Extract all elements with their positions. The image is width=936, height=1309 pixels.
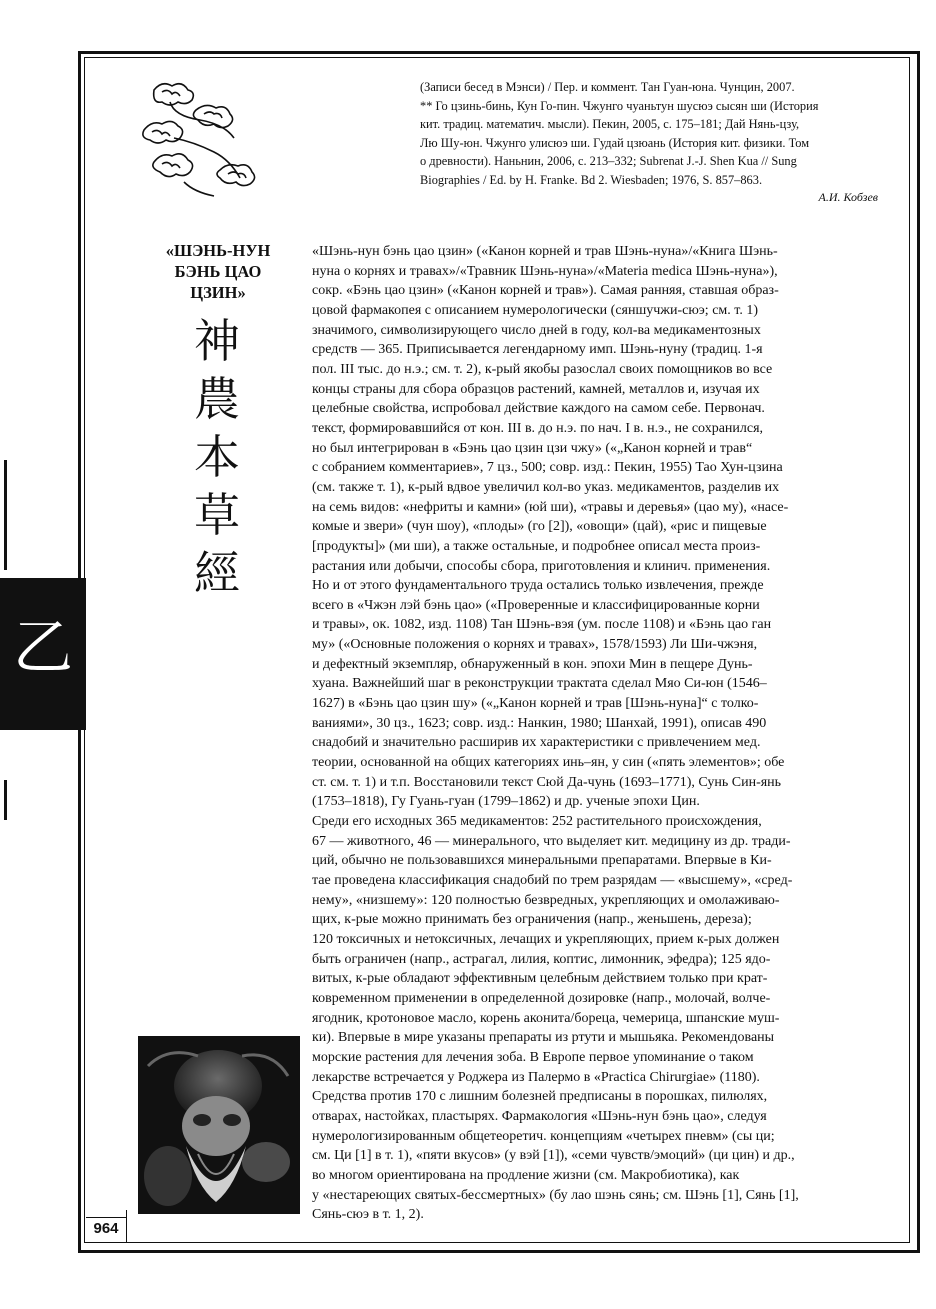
article-line: ягодник, кротоновое масло, корень аконита/бореца, чемерица, шпанские муш-: [312, 1010, 780, 1026]
article-line: отварах, настойках, пластырях. Фармакология «Шэнь-нун бэнь цао», следуя: [312, 1108, 767, 1124]
hanzi-character: 神: [194, 314, 240, 368]
article-author: А.И. Кобзев: [818, 190, 878, 204]
bibliography-line: кит. традиц. математич. мысли). Пекин, 2005, с. 175–181; Дай Нянь-цзу,: [420, 117, 800, 132]
article-line: см. Ци [1] в т. 1), «пяти вкусов» (у вэй [1]), «семи чувств/эмоций» (ци цин) и др.,: [312, 1148, 795, 1164]
article-headword: [138, 240, 298, 303]
section-tab: [0, 578, 86, 730]
article-line: 120 токсичных и нетоксичных, лечащих и укрепляющих, прием к-рых должен: [312, 931, 780, 947]
article-body: [312, 242, 878, 1225]
article-line: концы страны для сбора образцов растений, камней, металлов и, изучая их: [312, 381, 760, 397]
article-line: ций, обычно не пользовавшихся минеральными препаратами. Впервые в Ки-: [312, 853, 772, 869]
article-line: ковременном применении в определенной дозировке (напр., молочай, волче-: [312, 990, 771, 1006]
article-line: пол. III тыс. до н.э.; см. т. 2), к-рый якобы разослал своих помощников во все: [312, 361, 773, 377]
article-line: с собранием комментариев», 7 цз., 500; совр. изд.: Пекин, 1955) Тао Хун-цзина: [312, 460, 783, 476]
article-line: витых, к-рые обладают эффективным целебным действием только при крат-: [312, 971, 768, 987]
article-line: теории, основанной на общих категориях инь–ян, у син («пять элементов»; обе: [312, 755, 785, 771]
article-line: ваниями», 30 цз., 1623; совр. изд.: Нанкин, 1980; Шанхай, 1991), описав 490: [312, 715, 767, 731]
article-line: всего в «Чжэн лэй бэнь цао» («Проверенные и классифицированные корни: [312, 597, 760, 613]
article-line: во многом ориентирована на продление жизни (см. Макробиотика), как: [312, 1167, 740, 1183]
article-line: му» («Основные положения о корнях и травах», 1578/1593) Ли Ши-чжэня,: [312, 637, 758, 653]
bibliography-line: (Записи бесед в Мэнси) / Пер. и коммент. Тан Гуан-юна. Чунцин, 2007.: [420, 80, 795, 94]
bibliography-line: ** Го цзинь-бинь, Кун Го-пин. Чжунго чуаньтун шусюэ сысян ши (История: [420, 98, 819, 113]
article-line: и дефектный экземпляр, обнаруженный в кон. эпохи Мин в пещере Дунь-: [312, 656, 753, 672]
shennong-portrait: [138, 1036, 300, 1214]
article-line: хуана. Важнейший шаг в реконструкции трактата сделал Мяо Си-юн (1546–: [312, 676, 767, 692]
article-line: [продукты]» (ми ши), а также остальные, и подробнее описал места произ-: [312, 538, 761, 554]
article-line: «Шэнь-нун бэнь цао цзин» («Канон корней и трав Шэнь-нуна»/«Книга Шэнь-: [312, 244, 778, 259]
hanzi-character: 經: [194, 546, 240, 600]
article-line: Сянь-сюэ в т. 1, 2).: [312, 1207, 424, 1223]
page-number-rule: [126, 1210, 127, 1241]
article-line: средств — 365. Приписывается легендарному имп. Шэнь-нуну (традиц. 1-я: [312, 342, 763, 358]
article-line: Средства против 170 с лишним болезней предписаны в порошках, пилюлях,: [312, 1089, 768, 1105]
article-line: нуна о корнях и травах»/«Травник Шэнь-нуна»/«Materia medica Шэнь-нуна»),: [312, 263, 778, 279]
hanzi-character: 本: [194, 430, 240, 484]
hanzi-character: 農: [194, 372, 240, 426]
headword-line: БЭНЬ ЦАО: [174, 262, 262, 281]
hanzi-character: 草: [194, 488, 240, 542]
article-line: 67 — животного, 46 — минерального, что выделяет кит. медицину из др. тради-: [312, 833, 791, 849]
article-line: текст, формировавшийся от кон. III в. до н.э. по нач. I в. н.э., не сохранился,: [312, 420, 764, 436]
article-line: комые и звери» (чун шоу), «плоды» (го [2]), «овощи» (цай), «рис и пищевые: [312, 519, 767, 535]
article-line: (см. также т. 1), к-рый вдвое увеличил кол-во указ. медикаментов, разделив их: [312, 479, 780, 495]
headword-line: «ШЭНЬ-НУН: [165, 241, 271, 260]
article-line: на семь видов: «нефриты и камни» (юй ши), «травы и деревья» (цао му), «насе-: [312, 499, 789, 515]
page-edge-mark: [4, 460, 7, 570]
article-line: Но и от этого фундаментального труда остались только извлечения, прежде: [312, 578, 764, 594]
article-line: (1753–1818), Гу Гуань-гуан (1799–1862) и др. ученые эпохи Цин.: [312, 794, 700, 810]
previous-article-bibliography: [420, 78, 878, 190]
article-line: морские растения для лечения зоба. В Европе первое упоминание о таком: [312, 1049, 754, 1065]
page-number: 964: [93, 1220, 119, 1237]
article-line: щих, к-рые можно принимать без ограничения (напр., женьшень, дереза);: [312, 912, 752, 928]
cloud-ornament: [134, 72, 264, 207]
article-line: значимого, символизирующего число дней в году, кол-ва медикаментозных: [312, 322, 761, 338]
article-line: 1627) в «Бэнь цао цзин шу» («„Канон корней и трав [Шэнь-нуна]“ с толко-: [312, 696, 759, 712]
article-line: тае проведена классификация снадобий по трем разрядам — «высшему», «сред-: [312, 873, 793, 888]
article-line: растания или добычи, способы сбора, приготовления и клинич. применения.: [312, 558, 771, 574]
article-line: лекарстве встречается у Роджера из Палермо в «Practica Chirurgiae» (1180).: [312, 1069, 760, 1085]
article-line: но был интегрирован в «Бэнь цао цзин цзи чжу» («„Канон корней и трав“: [312, 440, 753, 456]
headword-line: ЦЗИН»: [190, 283, 246, 302]
article-line: снадобий и значительно расширив их характеристики с привлечением мед.: [312, 735, 761, 751]
article-line: сокр. «Бэнь цао цзин» («Канон корней и трав»). Самая ранняя, ставшая образ-: [312, 283, 779, 299]
article-line: Среди его исходных 365 медикаментов: 252 растительного происхождения,: [312, 814, 762, 830]
article-line: ки). Впервые в мире указаны препараты из ртути и мышьяка. Рекомендованы: [312, 1030, 775, 1046]
page-edge-mark: [4, 780, 7, 820]
article-line: быть ограничен (напр., астрагал, лилия, коптис, лимонник, эфедра); 125 ядо-: [312, 951, 771, 967]
article-line: нумерологизированным общетеоретич. концепциям «четырех пневм» (сы ци;: [312, 1128, 775, 1144]
article-line: целебные свойства, испробовал действие каждого на самом себе. Первонач.: [312, 401, 765, 417]
article-line: цовой фармакопея с описанием нумерологически (сяншучжи-сюэ; см. т. 1): [312, 302, 758, 318]
hanzi-title: [178, 312, 256, 602]
bibliography-line: Biographies / Ed. by H. Franke. Bd 2. Wiesbaden; 1976, S. 857–863.: [420, 172, 763, 187]
bibliography-line: о древности). Наньнин, 2006, с. 213–332; Subrenat J.-J. Shen Kua // Sung: [420, 154, 797, 169]
section-tab-glyph: 乙: [13, 613, 73, 683]
article-line: у «нестареющих святых-бессмертных» (бу лао шэнь сянь; см. Шэнь [1], Сянь [1],: [312, 1187, 799, 1203]
article-line: нему», «низшему»: 120 полностью безвредных, укрепляющих и омолаживаю-: [312, 892, 780, 908]
bibliography-line: Лю Шу-юн. Чжунго улисюэ ши. Гудай цзюань (История кит. физики. Том: [420, 135, 810, 150]
article-line: и травы», ок. 1082, изд. 1108) Тан Шэнь-вэя (ум. после 1108) и «Бэнь цао ган: [312, 617, 772, 633]
article-line: ст. см. т. 1) и т.п. Восстановили текст Сюй Да-чунь (1693–1771), Сунь Син-янь: [312, 774, 782, 790]
